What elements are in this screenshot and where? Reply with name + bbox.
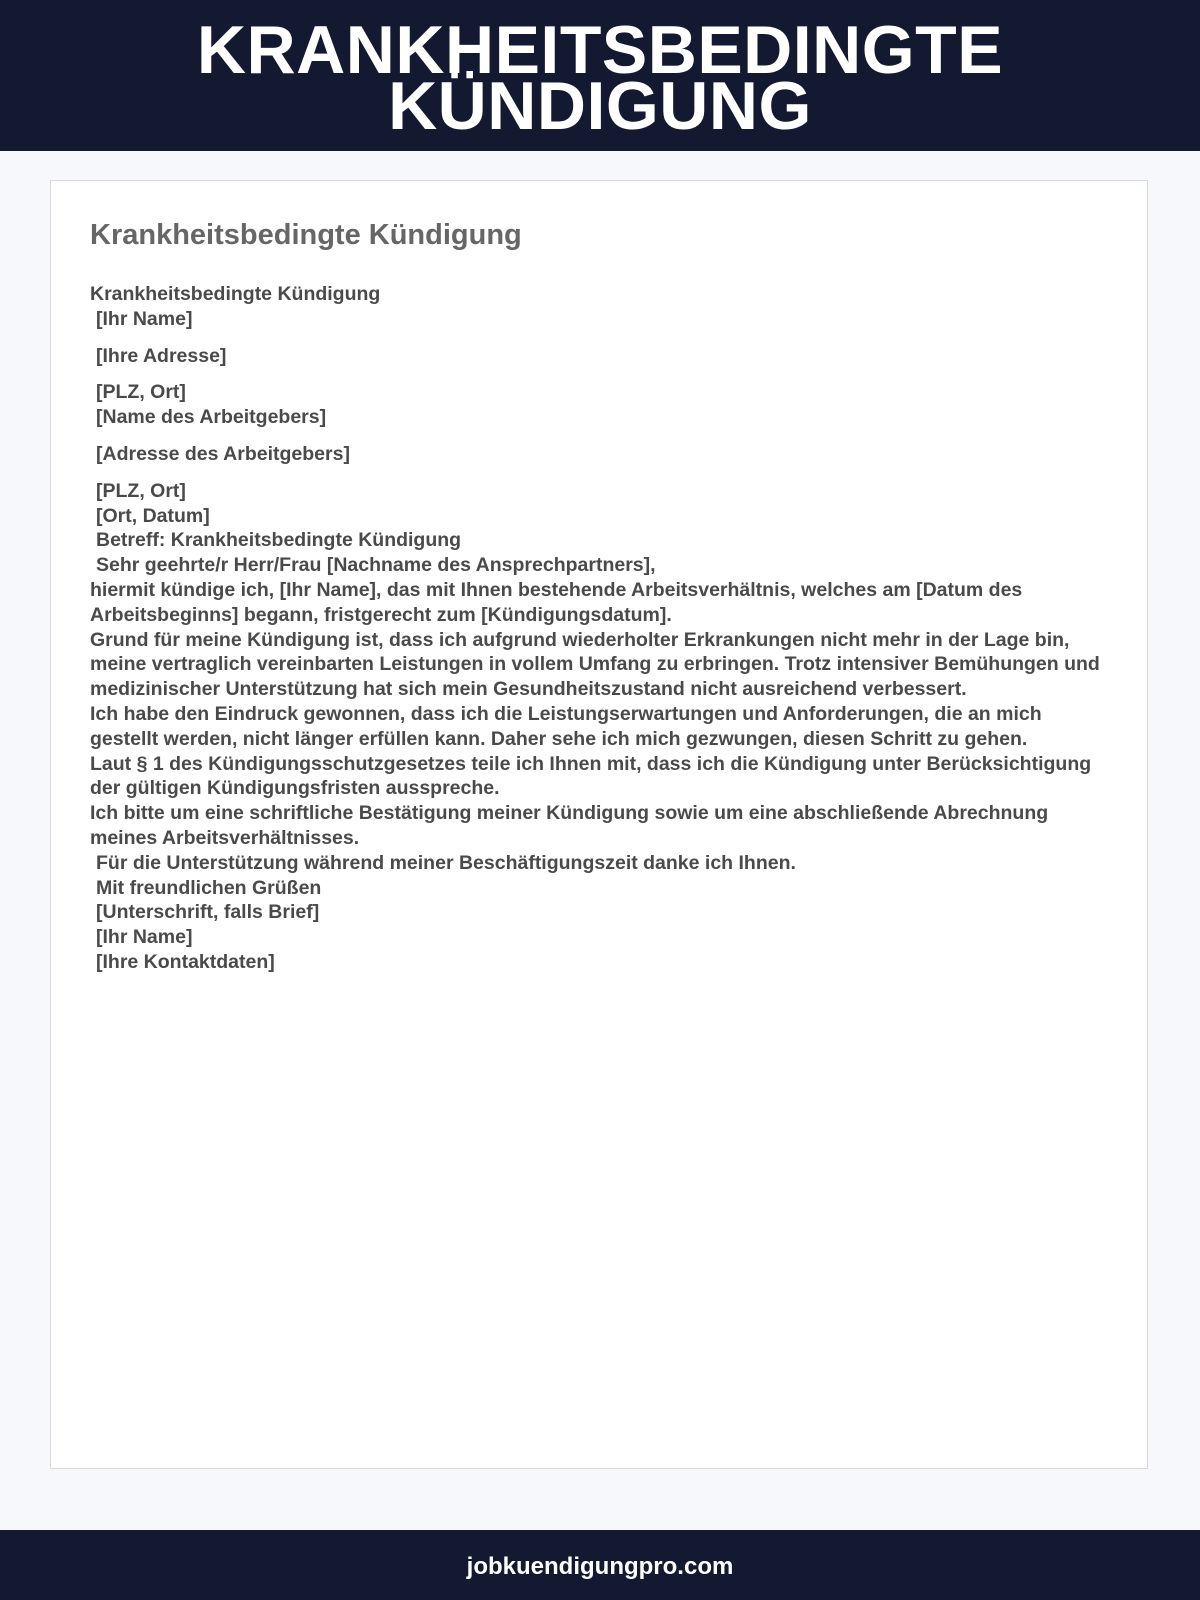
letter-paragraph-1: hiermit kündige ich, [Ihr Name], das mit Ihnen bestehende Arbeitsverhältnis, welches am [Datum des Arbeitsbeginns] begann, fristgerecht zum [Kündigungsdatum]. <box>90 578 1027 626</box>
place-date: [Ort, Datum] <box>96 504 210 527</box>
footer-banner <box>0 1530 1200 1600</box>
sender-name: [Ihr Name] <box>96 307 193 330</box>
employer-address: [Adresse des Arbeitgebers] <box>96 442 350 465</box>
letter-paragraph-5: Ich bitte um eine schriftliche Bestätigung meiner Kündigung sowie um eine abschließende Abrechnung meines Arbeitsverhältnisses. <box>90 802 1054 849</box>
sender-city: [PLZ, Ort] <box>96 381 186 404</box>
employer-city: [PLZ, Ort] <box>96 479 186 502</box>
letter-subject-title: Krankheitsbedingte Kündigung <box>90 283 381 305</box>
employer-name: [Name des Arbeitgebers] <box>96 406 327 429</box>
letter-paragraph-4: Laut § 1 des Kündigungsschutzgesetzes teile ich Ihnen mit, dass ich die Kündigung unter Berücksichtigung der gültigen Kündigungsfristen ausspreche. <box>90 752 1097 800</box>
letter-signature: [Unterschrift, falls Brief] <box>96 901 320 924</box>
letter-card <box>50 180 1148 1469</box>
letter-closing-name: [Ihr Name] <box>96 926 193 949</box>
document-heading: Krankheitsbedingte Kündigung <box>90 219 522 251</box>
letter-body <box>90 282 1106 975</box>
footer-site-link[interactable]: jobkuendigungpro.com <box>466 1553 734 1580</box>
letter-subject: Betreff: Krankheitsbedingte Kündigung <box>96 529 462 552</box>
letter-thanks: Für die Unterstützung während meiner Beschäftigungszeit danke ich Ihnen. <box>96 851 796 874</box>
page-title: KRANKHEITSBEDINGTE KÜNDIGUNG <box>196 11 1004 144</box>
letter-paragraph-2: Grund für meine Kündigung ist, dass ich aufgrund wiederholter Erkrankungen nicht mehr in der Lage bin, meine vertraglich vereinbarten Leistungen in vollem Umfang zu erbringen. Trotz intensiver Bemühungen und medizinischer Unterstützung hat sich mein Gesundheitszustand nicht ausreichend verbessert. <box>90 628 1106 701</box>
header-banner <box>0 0 1200 151</box>
letter-contact: [Ihre Kontaktdaten] <box>96 950 275 973</box>
letter-salutation: Sehr geehrte/r Herr/Frau [Nachname des Ansprechpartners], <box>96 554 656 577</box>
letter-closing: Mit freundlichen Grüßen <box>96 876 322 899</box>
letter-paragraph-3: Ich habe den Eindruck gewonnen, dass ich die Leistungserwartungen und Anforderungen, die an mich gestellt werden, nicht länger erfüllen kann. Daher sehe ich mich gezwungen, diesen Schritt zu gehen. <box>90 702 1048 750</box>
sender-address: [Ihre Adresse] <box>96 344 227 367</box>
